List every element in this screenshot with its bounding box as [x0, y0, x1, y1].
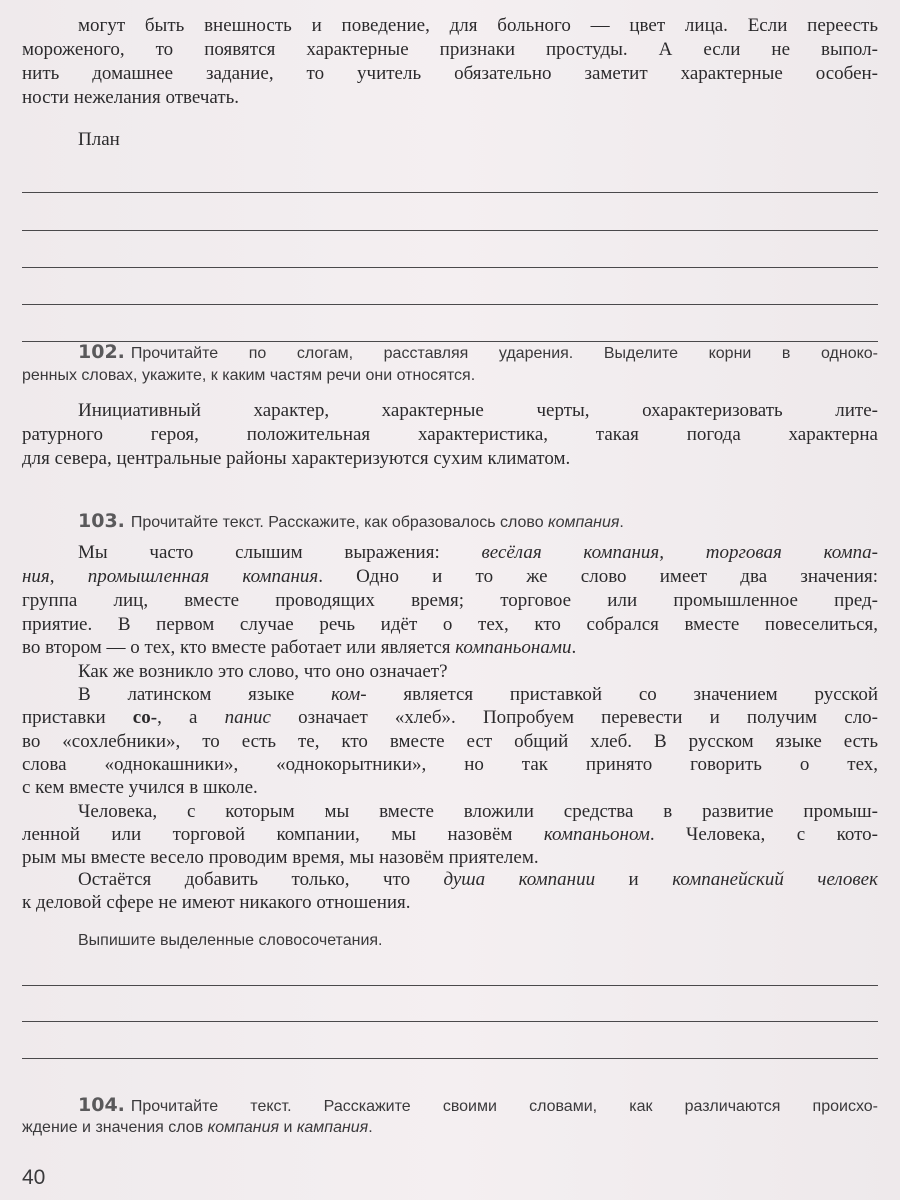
- text-segment: , а: [157, 707, 225, 728]
- paragraph-line: [22, 891, 878, 915]
- paragraph-line: [22, 823, 878, 847]
- text-segment: ждение и значения слов: [22, 1119, 208, 1136]
- task-text-line: [78, 1093, 878, 1117]
- highlighted-phrase: компания: [548, 514, 620, 531]
- text-segment: План: [78, 129, 120, 150]
- paragraph-line: [22, 565, 878, 589]
- text-segment: Человека, с которым мы вместе вложили средства в развитие промыш-: [78, 801, 878, 822]
- paragraph-line: [22, 636, 878, 660]
- text-segment: означает «хлеб». Попробуем перевести и получим сло-: [270, 707, 878, 728]
- text-segment: является приставкой со значением русской: [366, 684, 879, 705]
- task-text-line: [78, 509, 878, 533]
- answer-writing-line[interactable]: [22, 1058, 878, 1059]
- highlighted-phrase: компаньоном: [543, 824, 650, 845]
- instruction-text: [78, 929, 878, 953]
- paragraph-line: [22, 846, 878, 870]
- paragraph-line: [22, 423, 878, 447]
- answer-writing-line[interactable]: [22, 304, 878, 305]
- paragraph-line: [78, 660, 878, 684]
- text-segment: слова «однокашники», «однокорытники», но так принято говорить о тех,: [22, 754, 878, 775]
- text-segment: приятие. В первом случае речь идёт о тех, кто собрался вместе повеселиться,: [22, 614, 878, 635]
- text-segment: Инициативный характер, характерные черты, охарактеризовать лите-: [78, 400, 878, 421]
- highlighted-phrase: компания: [207, 1119, 280, 1136]
- highlighted-phrase: панис: [224, 707, 271, 728]
- paragraph-line: [22, 589, 878, 613]
- text-segment: ратурного героя, положительная характеристика, такая погода характерна: [22, 424, 878, 445]
- text-segment: к деловой сфере не имеют никакого отношения.: [22, 892, 411, 913]
- text-segment: для севера, центральные районы характеризуются сухим климатом.: [22, 448, 571, 469]
- task-text-line: [22, 364, 878, 388]
- text-segment: Прочитайте текст. Расскажите, как образовалось слово: [130, 514, 549, 531]
- text-segment: Прочитайте текст. Расскажите своими словами, как различаются происхо-: [130, 1098, 878, 1115]
- paragraph-line: [78, 541, 878, 565]
- paragraph-line: [22, 447, 878, 471]
- paragraph-line: [22, 613, 878, 637]
- text-segment: Как же возникло это слово, что оно означает?: [78, 661, 448, 682]
- answer-writing-line[interactable]: [22, 985, 878, 986]
- text-segment: и: [279, 1119, 297, 1136]
- highlighted-phrase: ния: [22, 566, 50, 587]
- text-segment: приставки: [22, 707, 133, 728]
- exercise-number: 104.: [78, 1094, 125, 1116]
- text-segment: В латинском языке: [78, 684, 332, 705]
- paragraph-line: [22, 753, 878, 777]
- text-segment: ленной или торговой компании, мы назовём: [22, 824, 544, 845]
- text-segment: ,: [49, 566, 88, 587]
- text-segment: Остаётся добавить только, что: [78, 869, 444, 890]
- task-text-line: [22, 1116, 878, 1140]
- text-segment: .: [571, 637, 577, 658]
- paragraph-line: [78, 14, 878, 38]
- highlighted-phrase: компаньонами: [455, 637, 572, 658]
- paragraph-line: [22, 62, 878, 86]
- answer-writing-line[interactable]: [22, 267, 878, 268]
- paragraph-line: [22, 776, 878, 800]
- highlighted-phrase: кампания: [296, 1119, 369, 1136]
- text-segment: мороженого, то появятся характерные признаки простуды. А если не выпол-: [22, 39, 878, 60]
- highlighted-phrase: промышленная компания: [87, 566, 319, 587]
- text-segment: ренных словах, укажите, к каким частям речи они относятся.: [22, 367, 476, 384]
- paragraph-line: [22, 86, 878, 110]
- highlighted-phrase: весёлая компания, торговая компа-: [481, 542, 878, 563]
- highlighted-phrase: компанейский человек: [672, 869, 878, 890]
- page-number: 40: [22, 1166, 46, 1189]
- highlighted-phrase: ком-: [331, 684, 367, 705]
- answer-writing-line[interactable]: [22, 1021, 878, 1022]
- answer-writing-line[interactable]: [22, 192, 878, 193]
- text-segment: и: [595, 869, 673, 890]
- answer-writing-line[interactable]: [22, 341, 878, 342]
- text-segment: с кем вместе учился в школе.: [22, 777, 258, 798]
- text-segment: . Одно и то же слово имеет два значения:: [318, 566, 879, 587]
- text-segment: во «сохлебники», то есть те, кто вместе ест общий хлеб. В русском языке есть: [22, 731, 878, 752]
- text-segment: Выпишите выделенные словосочетания.: [78, 932, 383, 949]
- text-segment: во втором — о тех, кто вместе работает или является: [22, 637, 456, 658]
- text-segment: Мы часто слышим выражения:: [78, 542, 482, 563]
- text-segment: Прочитайте по слогам, расставляя ударения. Выделите корни в одноко-: [130, 345, 878, 362]
- text-segment: группа лиц, вместе проводящих время; торговое или промышленное пред-: [22, 590, 878, 611]
- paragraph-line: [78, 800, 878, 824]
- text-segment: могут быть внешность и поведение, для больного — цвет лица. Если переесть: [78, 15, 878, 36]
- text-segment: ности нежелания отвечать.: [22, 87, 240, 108]
- task-text-line: [78, 340, 878, 364]
- text-segment: .: [619, 514, 624, 531]
- text-segment: .: [368, 1119, 373, 1136]
- paragraph-line: [78, 128, 878, 152]
- answer-writing-line[interactable]: [22, 230, 878, 231]
- highlighted-phrase: душа компании: [443, 869, 596, 890]
- text-segment: рым мы вместе весело проводим время, мы назовём приятелем.: [22, 847, 539, 868]
- paragraph-line: [78, 868, 878, 892]
- paragraph-line: [78, 399, 878, 423]
- text-segment: . Человека, с кото-: [649, 824, 878, 845]
- paragraph-line: [22, 730, 878, 754]
- paragraph-line: [78, 683, 878, 707]
- exercise-number: 102.: [78, 341, 125, 363]
- paragraph-line: [22, 706, 878, 730]
- exercise-number: 103.: [78, 510, 125, 532]
- paragraph-line: [22, 38, 878, 62]
- text-segment: со-: [132, 707, 158, 728]
- text-segment: нить домашнее задание, то учитель обязательно заметит характерные особен-: [22, 63, 878, 84]
